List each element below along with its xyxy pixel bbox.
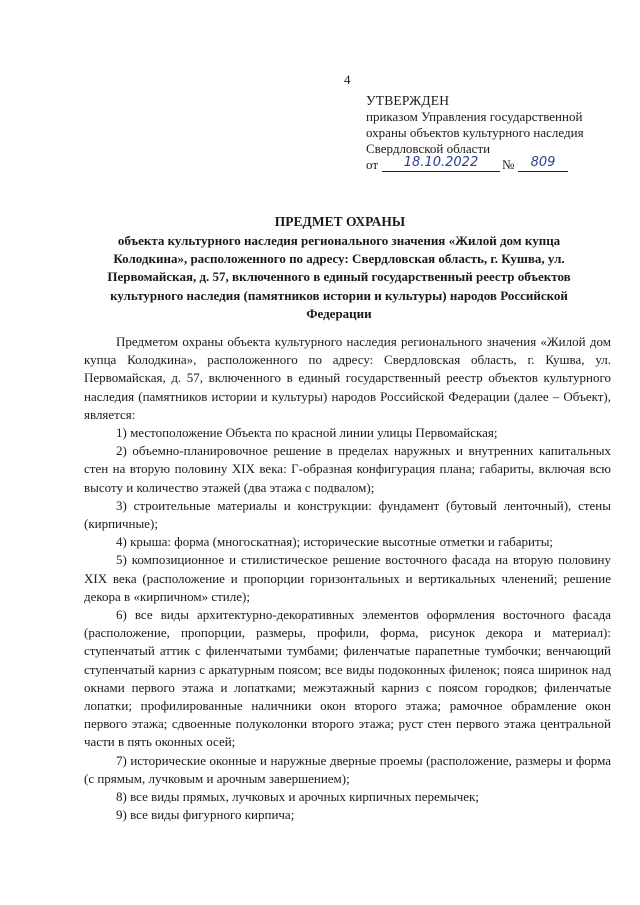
document-subtitle: объекта культурного наследия регионального значения «Жилой дом купца Колодкина», расположенного по адресу: Свердловская область, г. Кушва, ул. Первомайская, д. 57, включенного в единый государственный реестр объектов культурного наследия (памятников истории и культуры) народов Российской Федерации [107,233,571,321]
handwritten-date: 18.10.2022 [382,155,500,172]
page-number: 4 [344,72,351,87]
list-item: 1) местоположение Объекта по красной линии улицы Первомайская; [116,425,498,441]
list-item: 9) все виды фигурного кирпича; [116,807,295,823]
from-label: от [366,157,379,172]
list-item: 5) композиционное и стилистическое решение восточного фасада на вторую половину XIX века (расположение и пропорции горизонтальных и вертикальных членений; решение декора в «кирпичном» стиле); [84,552,611,604]
list-item: 4) крыша: форма (многоскатная); исторические высотные отметки и габариты; [116,534,554,550]
document-title: ПРЕДМЕТ ОХРАНЫ [274,214,406,229]
approval-line-1: приказом Управления государственной [366,109,583,124]
number-sign-label: № [502,157,515,172]
list-item: 6) все виды архитектурно-декоративных элементов оформления восточного фасада (расположение, пропорции, размеры, профили, форма, рисунок декора и материал): ступенчатый аттик с филенчатыми тумбами; филенчатые парапетные тумбочки; венчающий ступенчатый карниз с аркатурным поясом; все виды подоконных филенок; пояса ширинок над окнами первого этажа и лопатками; межэтажный карниз с поясом городков; филенчатые лопатки; профилированные наличники окон второго этажа; рамочное обрамление окон первого этажа; сдвоенные полуколонки второго этажа; руст стен первого этажа центральной части в пять оконных осей; [84,607,611,750]
approval-line-3: Свердловской области [366,141,491,156]
approval-heading: УТВЕРЖДЕН [366,93,450,108]
order-date-number-line [366,157,634,175]
approval-stamp-block [366,93,634,175]
list-item: 3) строительные материалы и конструкции: фундамент (бутовый ленточный), стены (кирпичные); [84,497,611,532]
list-item: 7) исторические оконные и наружные дверные проемы (расположение, размеры и форма (с прямым, лучковым и арочным завершением); [84,752,611,786]
list-item: 2) объемно-планировочное решение в пределах наружных и внутренних капитальных стен на вторую половину XIX века: Г-образная конфигурация плана; габариты, включая всю высоту и количество этажей (два этажа с подвалом); [84,443,611,495]
document-body [84,333,611,824]
approval-line-2: охраны объектов культурного наследия [366,125,584,140]
intro-paragraph: Предметом охраны объекта культурного наследия регионального значения «Жилой дом купца Колодкина», расположенного по адресу: Свердловская область, г. Кушва, ул. Первомайская, д. 57, включенного в единый государственный реестр объектов культурного наследия (памятников истории и культуры) народов Российской Федерации (далее – Объект), является: [84,334,611,422]
list-item: 8) все виды прямых, лучковых и арочных кирпичных перемычек; [116,789,479,805]
handwritten-order-number: 809 [518,155,568,172]
